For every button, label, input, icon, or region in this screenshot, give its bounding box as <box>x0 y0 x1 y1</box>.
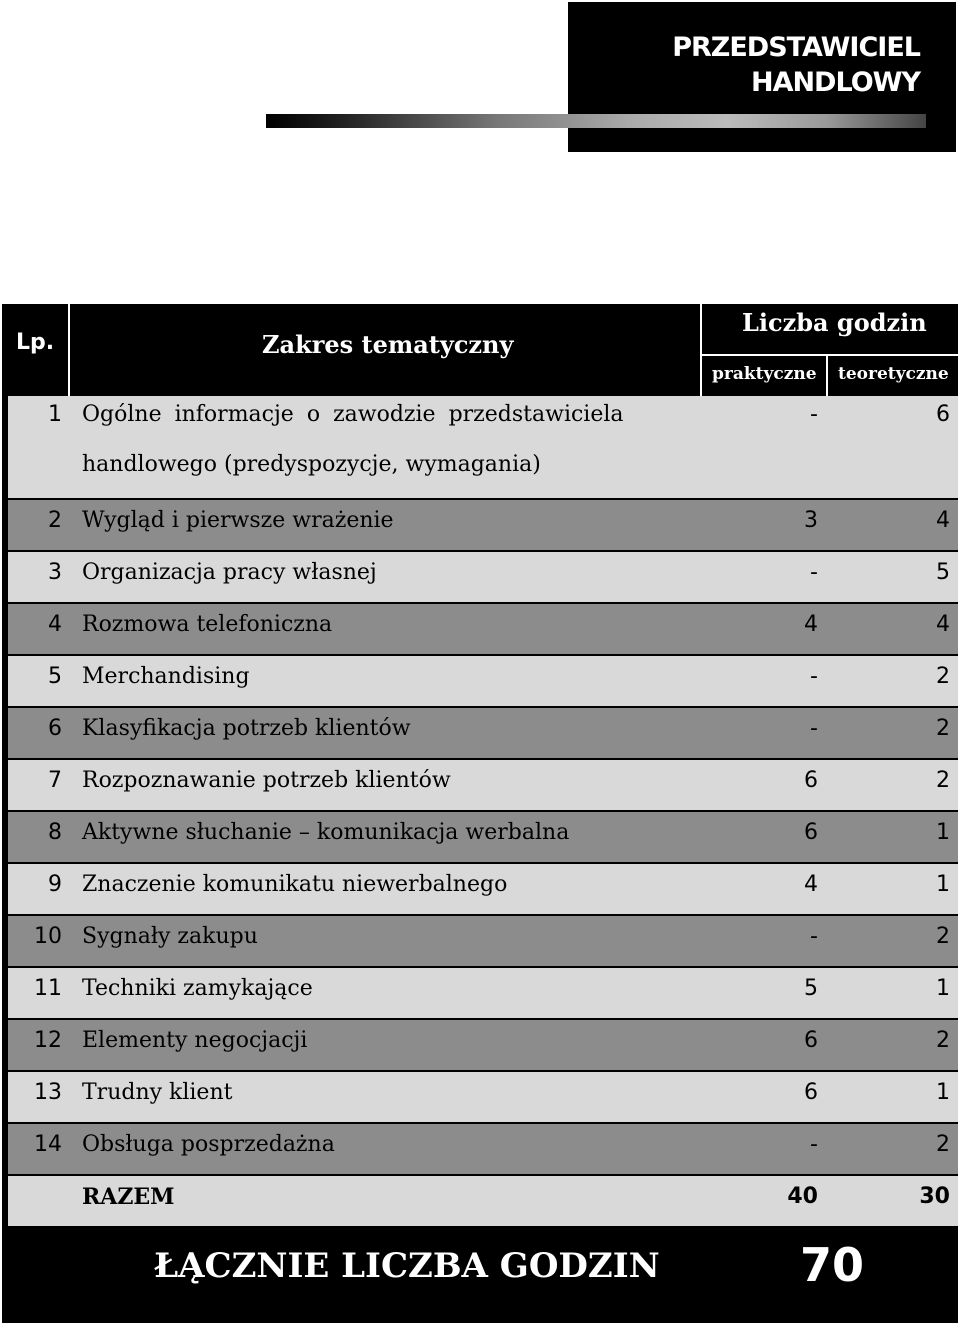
row-number: 4 <box>48 612 62 637</box>
row-practical: - <box>810 402 818 427</box>
row-theoretical: 2 <box>936 664 950 689</box>
table-row <box>8 656 958 706</box>
table-row <box>8 604 958 654</box>
row-theoretical: 4 <box>936 612 950 637</box>
grand-total-row <box>2 1228 958 1323</box>
row-topic: Ogólne informacje o zawodzie przedstawiciela <box>82 402 624 427</box>
table-row <box>8 916 958 966</box>
row-number: 8 <box>48 820 62 845</box>
row-number: 7 <box>48 768 62 793</box>
row-practical: - <box>810 716 818 741</box>
row-theoretical: 4 <box>936 508 950 533</box>
header-theoretical: teoretyczne <box>838 364 949 384</box>
total-theoretical: 30 <box>919 1184 950 1209</box>
row-number: 9 <box>48 872 62 897</box>
row-theoretical: 1 <box>936 1080 950 1105</box>
row-topic: Organizacja pracy własnej <box>82 560 377 585</box>
title-box <box>568 2 956 152</box>
table-row <box>8 968 958 1018</box>
row-practical: 6 <box>804 768 818 793</box>
row-topic: Rozmowa telefoniczna <box>82 612 333 637</box>
total-practical: 40 <box>787 1184 818 1209</box>
row-theoretical: 6 <box>936 402 950 427</box>
row-theoretical: 1 <box>936 820 950 845</box>
table-row <box>8 500 958 550</box>
header-lp: Lp. <box>16 330 55 355</box>
row-number: 5 <box>48 664 62 689</box>
grand-total-value: 70 <box>800 1238 865 1292</box>
total-row <box>8 1176 958 1226</box>
row-practical: 6 <box>804 1028 818 1053</box>
table-row <box>8 1072 958 1122</box>
row-number: 3 <box>48 560 62 585</box>
row-practical: 4 <box>804 612 818 637</box>
row-practical: - <box>810 924 818 949</box>
row-topic: Klasyfikacja potrzeb klientów <box>82 716 411 741</box>
row-theoretical: 2 <box>936 924 950 949</box>
row-topic: Trudny klient <box>82 1080 233 1105</box>
row-theoretical: 5 <box>936 560 950 585</box>
row-topic: Znaczenie komunikatu niewerbalnego <box>82 872 508 897</box>
row-practical: 6 <box>804 1080 818 1105</box>
page-title <box>568 30 920 100</box>
row-number: 10 <box>34 924 62 949</box>
row-number: 14 <box>34 1132 62 1157</box>
row-number: 11 <box>34 976 62 1001</box>
row-topic: Rozpoznawanie potrzeb klientów <box>82 768 451 793</box>
row-topic: Techniki zamykające <box>82 976 313 1001</box>
row-topic: Sygnały zakupu <box>82 924 258 949</box>
row-practical: - <box>810 560 818 585</box>
grand-total-label: ŁĄCZNIE LICZBA GODZIN <box>154 1246 660 1286</box>
title-line-1: PRZEDSTAWICIEL <box>672 32 920 63</box>
row-practical: - <box>810 1132 818 1157</box>
row-theoretical: 1 <box>936 976 950 1001</box>
row-number: 2 <box>48 508 62 533</box>
row-topic-continued: handlowego (predyspozycje, wymagania) <box>82 452 541 477</box>
row-theoretical: 1 <box>936 872 950 897</box>
row-practical: - <box>810 664 818 689</box>
row-topic: Wygląd i pierwsze wrażenie <box>82 508 394 533</box>
header-topic: Zakres tematyczny <box>262 330 514 359</box>
title-line-2: HANDLOWY <box>750 67 920 98</box>
row-theoretical: 2 <box>936 1028 950 1053</box>
table-row <box>8 864 958 914</box>
row-topic: Elementy negocjacji <box>82 1028 308 1053</box>
row-number: 13 <box>34 1080 62 1105</box>
decorative-gradient-bar <box>266 114 926 128</box>
row-topic: Obsługa posprzedażna <box>82 1132 335 1157</box>
row-number: 6 <box>48 716 62 741</box>
row-theoretical: 2 <box>936 716 950 741</box>
row-practical: 5 <box>804 976 818 1001</box>
table-row <box>8 1124 958 1174</box>
table-row <box>8 708 958 758</box>
row-practical: 6 <box>804 820 818 845</box>
total-label: RAZEM <box>82 1184 175 1210</box>
row-topic: Merchandising <box>82 664 250 689</box>
table-row <box>8 760 958 810</box>
table-row <box>8 552 958 602</box>
table-row <box>8 396 958 498</box>
row-practical: 4 <box>804 872 818 897</box>
hours-table <box>2 304 958 1323</box>
row-number: 12 <box>34 1028 62 1053</box>
row-practical: 3 <box>804 508 818 533</box>
header-divider <box>702 354 958 356</box>
row-theoretical: 2 <box>936 768 950 793</box>
row-theoretical: 2 <box>936 1132 950 1157</box>
header-hours: Liczba godzin <box>742 308 927 337</box>
row-topic: Aktywne słuchanie – komunikacja werbalna <box>82 820 570 845</box>
row-number: 1 <box>48 402 62 427</box>
table-row <box>8 812 958 862</box>
header-practical: praktyczne <box>712 364 817 384</box>
table-row <box>8 1020 958 1070</box>
